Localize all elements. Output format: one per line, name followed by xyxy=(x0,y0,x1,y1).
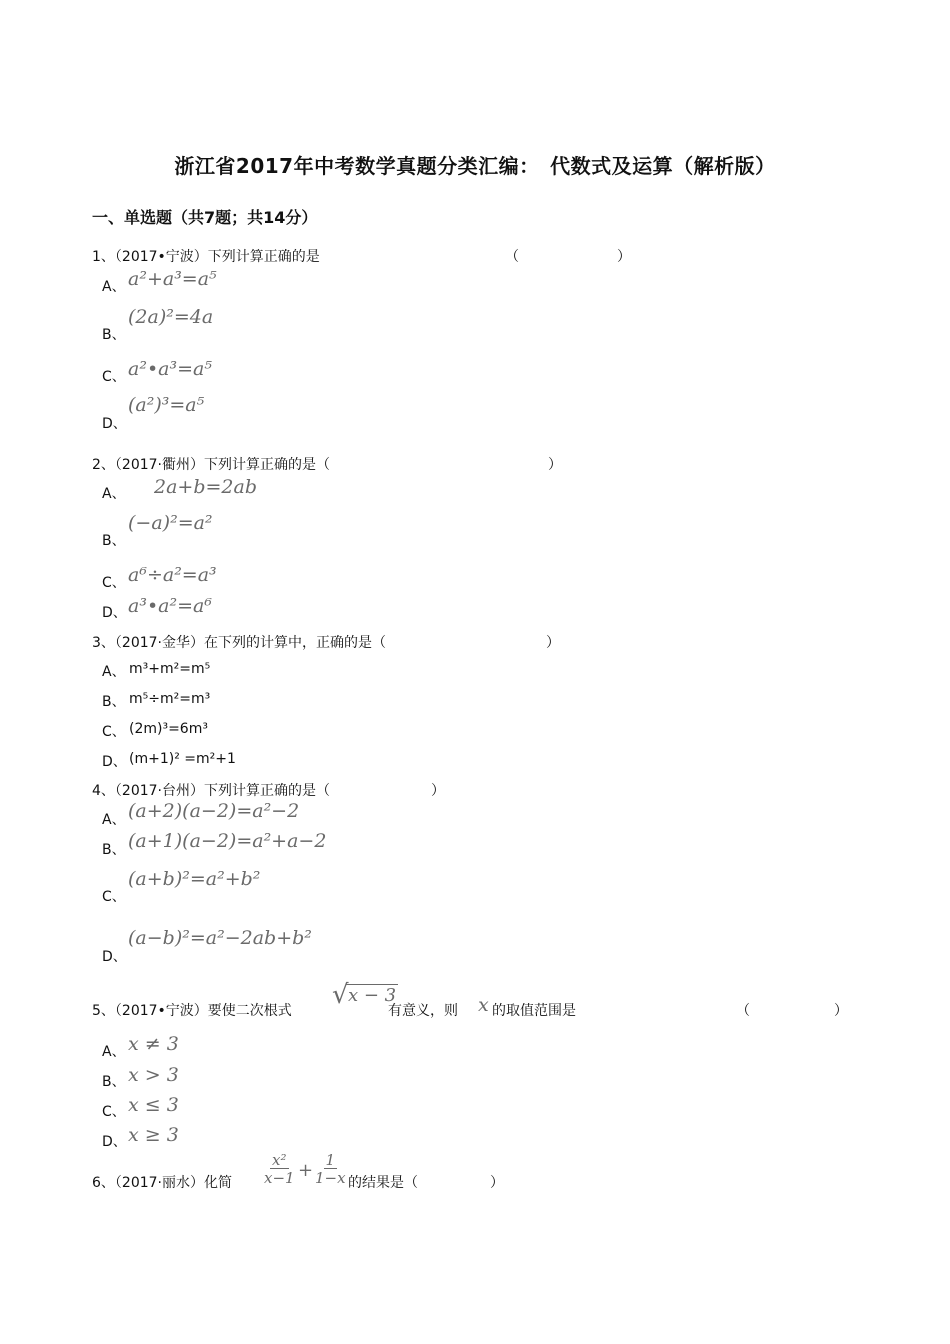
q6-fraction-1 xyxy=(262,1152,297,1187)
question-4-stem: 4、（2017·台州）下列计算正确的是（ xyxy=(92,783,330,799)
question-6-stem-b: 的结果是（ xyxy=(348,1175,418,1191)
q5-option-a-label: A、 xyxy=(102,1044,126,1060)
q6-plus-sign: + xyxy=(298,1160,314,1181)
document-title: 浙江省2017年中考数学真题分类汇编： 代数式及运算（解析版） xyxy=(174,154,776,178)
q2-option-a-label: A、 xyxy=(102,486,126,502)
q1-option-d-label: D、 xyxy=(102,416,127,432)
q3-option-b-expr: m⁵÷m²=m³ xyxy=(129,691,211,707)
question-3-stem: 3、（2017·金华）在下列的计算中，正确的是（ xyxy=(92,635,386,651)
question-5-stem-a: 5、（2017•宁波）要使二次根式 xyxy=(92,1003,292,1019)
q4-option-c-label: C、 xyxy=(102,889,126,905)
q5-option-b-label: B、 xyxy=(102,1074,126,1090)
question-5-stem-c: 的取值范围是 xyxy=(492,1003,576,1019)
q3-option-c-label: C、 xyxy=(102,724,126,740)
q1-option-b-label: B、 xyxy=(102,327,126,343)
q1-option-a-label: A、 xyxy=(102,279,126,295)
q1-option-a-expr: a²+a³=a⁵ xyxy=(128,268,217,290)
question-5-stem-b: 有意义，则 xyxy=(388,1003,458,1019)
q5-option-c-expr: x ≤ 3 xyxy=(128,1094,179,1116)
question-1-stem: 1、（2017•宁波）下列计算正确的是 xyxy=(92,249,320,265)
question-1-paren: （ ） xyxy=(505,249,631,265)
q2-option-b-expr: (−a)²=a² xyxy=(128,512,213,534)
q5-variable: x xyxy=(478,994,489,1016)
question-6-stem-a: 6、（2017·丽水）化简 xyxy=(92,1175,232,1191)
q2-option-b-label: B、 xyxy=(102,533,126,549)
q1-option-c-expr: a²•a³=a⁵ xyxy=(128,358,212,380)
q4-option-d-label: D、 xyxy=(102,949,127,965)
q3-option-d-expr: (m+1)² =m²+1 xyxy=(129,751,236,767)
q2-option-d-expr: a³•a²=a⁶ xyxy=(128,595,212,617)
question-6-paren: ） xyxy=(490,1175,504,1191)
q5-option-c-label: C、 xyxy=(102,1104,126,1120)
q5-option-b-expr: x > 3 xyxy=(128,1064,179,1086)
question-2-stem: 2、（2017·衢州）下列计算正确的是（ xyxy=(92,457,330,473)
q4-option-b-expr: (a+1)(a−2)=a²+a−2 xyxy=(128,830,327,852)
q3-option-a-expr: m³+m²=m⁵ xyxy=(129,661,211,677)
q5-radicand: x − 3 xyxy=(348,985,397,1006)
question-2-paren: ） xyxy=(548,457,562,473)
q5-option-d-label: D、 xyxy=(102,1134,127,1150)
q3-option-b-label: B、 xyxy=(102,694,126,710)
question-5-paren: （ ） xyxy=(736,1003,848,1019)
q3-option-a-label: A、 xyxy=(102,664,126,680)
q5-option-a-expr: x ≠ 3 xyxy=(128,1033,179,1055)
q2-option-c-expr: a⁶÷a²=a³ xyxy=(128,564,217,586)
question-4-paren: ） xyxy=(431,783,445,799)
radical-sign-icon: √ xyxy=(332,980,349,1010)
q1-option-c-label: C、 xyxy=(102,369,126,385)
q1-option-d-expr: (a²)³=a⁵ xyxy=(128,394,205,416)
q4-option-d-expr: (a−b)²=a²−2ab+b² xyxy=(128,927,312,949)
section-heading: 一、单选题（共7题；共14分） xyxy=(92,208,318,227)
q2-option-c-label: C、 xyxy=(102,575,126,591)
q4-option-a-expr: (a+2)(a−2)=a²−2 xyxy=(128,800,300,822)
q4-option-c-expr: (a+b)²=a²+b² xyxy=(128,868,261,890)
q2-option-a-expr: 2a+b=2ab xyxy=(154,476,257,498)
q6-fraction-1-denominator: x−1 xyxy=(264,1169,295,1187)
q6-fraction-2 xyxy=(313,1152,348,1187)
q1-option-b-expr: (2a)²=4a xyxy=(128,306,214,328)
q6-fraction-2-denominator: 1−x xyxy=(315,1169,346,1187)
q3-option-d-label: D、 xyxy=(102,754,127,770)
q4-option-a-label: A、 xyxy=(102,812,126,828)
q6-fraction-1-numerator: x² xyxy=(272,1151,287,1169)
q2-option-d-label: D、 xyxy=(102,605,127,621)
q3-option-c-expr: (2m)³=6m³ xyxy=(129,721,208,737)
q5-option-d-expr: x ≥ 3 xyxy=(128,1124,179,1146)
question-3-paren: ） xyxy=(546,635,560,651)
q4-option-b-label: B、 xyxy=(102,842,126,858)
q6-fraction-2-numerator: 1 xyxy=(325,1151,336,1169)
